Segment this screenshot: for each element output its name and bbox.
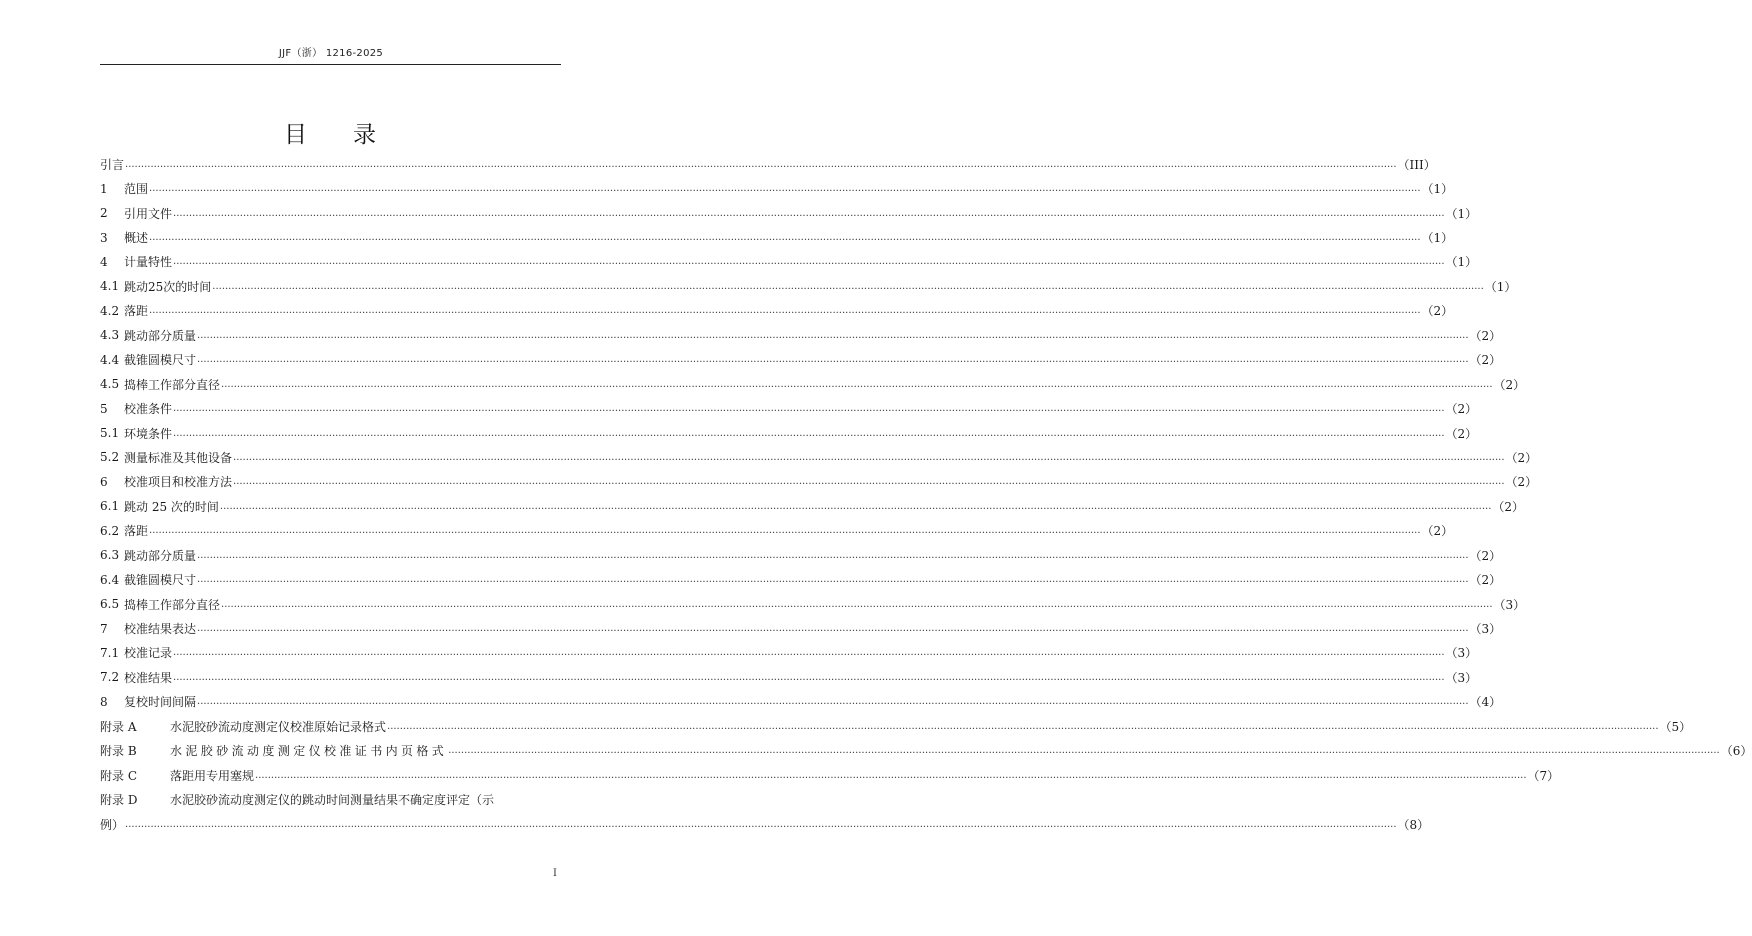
toc-entry-label: 截锥圆模尺寸 [124, 573, 197, 588]
toc-entry[interactable] [100, 592, 1526, 616]
page-title [0, 116, 662, 149]
toc-entry[interactable] [100, 396, 1478, 420]
toc-entry-label: 跳动部分质量 [124, 548, 197, 563]
dot-leader: ................................................................................................................................................................................................................................................................................................................................................................................................................ [255, 769, 1527, 781]
toc-entry-page: （2） [1493, 377, 1526, 392]
toc-entry[interactable] [100, 641, 1478, 665]
toc-entry[interactable] [100, 299, 1454, 323]
toc-entry-number: 6.3 [100, 548, 120, 563]
toc-entry-number: 4.4 [100, 352, 120, 367]
toc-entry-number: 3 [100, 230, 108, 245]
toc-entry[interactable] [100, 225, 1454, 249]
dot-leader: ................................................................................................................................................................................................................................................................................................................................................................................................................ [233, 476, 1505, 488]
dot-leader: ................................................................................................................................................................................................................................................................................................................................................................................................................ [173, 403, 1445, 415]
toc-entry-label: 落距 [124, 524, 149, 539]
toc-entry-label: 引言 [100, 157, 125, 172]
toc-entry-label: 测量标准及其他设备 [124, 450, 233, 465]
toc-entry[interactable] [100, 470, 1538, 494]
toc-entry[interactable] [100, 152, 1436, 176]
toc-entry-page: （1） [1445, 255, 1478, 270]
toc-entry-label: 水泥胶砂流动度测定仪校准原始记录格式 [170, 719, 387, 734]
toc-entry[interactable] [100, 519, 1454, 543]
toc-entry-label: 环境条件 [124, 426, 173, 441]
toc-entry-page: （2） [1421, 304, 1454, 319]
toc-entry[interactable] [100, 543, 1502, 567]
dot-leader: ................................................................................................................................................................................................................................................................................................................................................................................................................ [149, 525, 1421, 537]
header-rule [100, 64, 561, 65]
toc-entry-number: 6.1 [100, 499, 120, 514]
toc-entry-number: 4.3 [100, 328, 120, 343]
dot-leader: ................................................................................................................................................................................................................................................................................................................................................................................................................ [125, 818, 1397, 830]
dot-leader: ................................................................................................................................................................................................................................................................................................................................................................................................................ [197, 354, 1469, 366]
toc-entry-label: 校准结果表达 [124, 622, 197, 637]
toc-entry-number: 附录 B [100, 744, 137, 759]
dot-leader: ................................................................................................................................................................................................................................................................................................................................................................................................................ [197, 696, 1469, 708]
toc-entry-label: 复校时间间隔 [124, 695, 197, 710]
toc-entry[interactable] [100, 787, 561, 811]
toc-entry-label: 水泥胶砂流动度测定仪的跳动时间测量结果不确定度评定（示 [170, 793, 495, 808]
toc-entry-number: 5 [100, 401, 108, 416]
toc-entry-page: （3） [1445, 670, 1478, 685]
toc-entry-page: （2） [1469, 573, 1502, 588]
toc-entry-page: （2） [1469, 328, 1502, 343]
toc-entry-page: （III） [1397, 157, 1436, 172]
dot-leader: ................................................................................................................................................................................................................................................................................................................................................................................................................ [448, 745, 1720, 757]
toc-entry-label: 校准条件 [124, 402, 173, 417]
toc-entry-number: 5.1 [100, 426, 120, 441]
dot-leader: ................................................................................................................................................................................................................................................................................................................................................................................................................ [219, 500, 1492, 512]
toc-entry-page: （3） [1493, 597, 1526, 612]
dot-leader: ................................................................................................................................................................................................................................................................................................................................................................................................................ [197, 549, 1469, 561]
dot-leader: ................................................................................................................................................................................................................................................................................................................................................................................................................ [387, 720, 1659, 732]
dot-leader: ................................................................................................................................................................................................................................................................................................................................................................................................................ [197, 329, 1469, 341]
toc-entry-page: （7） [1527, 768, 1560, 783]
toc-entry-number: 附录 C [100, 768, 137, 783]
toc-entry-page: （2） [1492, 499, 1525, 514]
dot-leader: ................................................................................................................................................................................................................................................................................................................................................................................................................ [197, 574, 1469, 586]
toc-entry[interactable] [100, 714, 1692, 738]
toc-entry[interactable] [100, 274, 1517, 298]
toc-entry-number: 6.4 [100, 572, 120, 587]
dot-leader: ................................................................................................................................................................................................................................................................................................................................................................................................................ [197, 623, 1469, 635]
toc-entry-number: 6.5 [100, 597, 120, 612]
toc-entry-number: 8 [100, 694, 108, 709]
toc-entry-number: 7 [100, 621, 108, 636]
toc-entry-label: 跳动25次的时间 [124, 279, 212, 294]
toc-entry-page: （6） [1720, 744, 1752, 759]
toc-entry-page: （5） [1659, 719, 1692, 734]
toc-entry-label: 校准记录 [124, 646, 173, 661]
toc-entry-label: 校准项目和校准方法 [124, 475, 233, 490]
dot-leader: ................................................................................................................................................................................................................................................................................................................................................................................................................ [125, 158, 1397, 170]
toc-entry[interactable] [100, 323, 1502, 347]
toc-entry-number: 2 [100, 206, 108, 221]
dot-leader: ................................................................................................................................................................................................................................................................................................................................................................................................................ [233, 451, 1505, 463]
toc-entry[interactable] [100, 421, 1478, 445]
dot-leader: ................................................................................................................................................................................................................................................................................................................................................................................................................ [149, 232, 1421, 244]
toc-entry-number: 6 [100, 474, 108, 489]
toc-entry-page: （2） [1505, 450, 1538, 465]
toc-entry-page: （1） [1484, 279, 1517, 294]
toc-entry-number: 4.2 [100, 303, 120, 318]
toc-entry-label: 校准结果 [124, 670, 173, 685]
running-header: JJF（浙） 1216-2025 [278, 48, 384, 59]
dot-leader: ................................................................................................................................................................................................................................................................................................................................................................................................................ [173, 256, 1445, 268]
toc-entry[interactable] [100, 616, 1502, 640]
toc-entry-label: 跳动部分质量 [124, 328, 197, 343]
toc-entry-number: 5.2 [100, 450, 120, 465]
toc-entry-number: 4.5 [100, 377, 120, 392]
dot-leader: ................................................................................................................................................................................................................................................................................................................................................................................................................ [212, 280, 1484, 292]
toc-entry-number: 7.1 [100, 645, 120, 660]
toc-entry-label: 计量特性 [124, 255, 173, 270]
toc-entry-page: （2） [1469, 548, 1502, 563]
toc-entry-number: 6.2 [100, 523, 120, 538]
toc-entry[interactable] [100, 690, 1502, 714]
toc-entry[interactable] [100, 372, 1526, 396]
dot-leader: ................................................................................................................................................................................................................................................................................................................................................................................................................ [149, 183, 1421, 195]
table-of-contents [100, 152, 1752, 836]
toc-entry-page: （2） [1445, 402, 1478, 417]
toc-entry[interactable] [100, 494, 1525, 518]
toc-entry-page: （2） [1505, 475, 1538, 490]
dot-leader: ................................................................................................................................................................................................................................................................................................................................................................................................................ [173, 207, 1445, 219]
toc-entry-page: （1） [1445, 206, 1478, 221]
toc-entry-page: （8） [1397, 817, 1430, 832]
toc-entry[interactable] [100, 763, 1560, 787]
toc-entry-page: （2） [1421, 524, 1454, 539]
dot-leader: ................................................................................................................................................................................................................................................................................................................................................................................................................ [149, 305, 1421, 317]
toc-entry-number: 1 [100, 181, 108, 196]
toc-entry[interactable] [100, 348, 1502, 372]
title-char-2: 录 [353, 122, 378, 148]
toc-entry[interactable] [100, 739, 1752, 763]
page-number: I [553, 868, 557, 879]
toc-entry-label: 落距用专用塞规 [170, 768, 255, 783]
toc-entry-page: （3） [1469, 622, 1502, 637]
dot-leader: ................................................................................................................................................................................................................................................................................................................................................................................................................ [173, 427, 1445, 439]
toc-entry-number: 附录 A [100, 719, 137, 734]
toc-entry-label: 捣棒工作部分直径 [124, 597, 221, 612]
toc-entry-page: （2） [1469, 353, 1502, 368]
dot-leader: ................................................................................................................................................................................................................................................................................................................................................................................................................ [221, 378, 1493, 390]
toc-entry-label: 水泥胶砂流动度测定仪校准证书内页格式 [170, 744, 448, 759]
toc-entry-number: 附录 D [100, 793, 138, 808]
toc-entry-page: （3） [1445, 646, 1478, 661]
dot-leader: ................................................................................................................................................................................................................................................................................................................................................................................................................ [173, 647, 1445, 659]
toc-entry[interactable] [100, 250, 1478, 274]
toc-entry-label: 例） [100, 817, 125, 832]
toc-entry-label: 落距 [124, 304, 149, 319]
toc-entry[interactable] [100, 445, 1538, 469]
toc-entry-page: （2） [1445, 426, 1478, 441]
title-char-1: 目 [284, 122, 309, 148]
toc-entry-label: 概述 [124, 231, 149, 246]
toc-entry-number: 4.1 [100, 279, 120, 294]
toc-entry-number: 4 [100, 254, 108, 269]
toc-entry-label: 捣棒工作部分直径 [124, 377, 221, 392]
toc-entry-page: （1） [1421, 182, 1454, 197]
toc-entry[interactable] [100, 201, 1478, 225]
dot-leader: ................................................................................................................................................................................................................................................................................................................................................................................................................ [221, 598, 1493, 610]
toc-entry[interactable] [100, 176, 1454, 200]
toc-entry-number: 7.2 [100, 670, 120, 685]
toc-entry-page: （1） [1421, 231, 1454, 246]
toc-entry-label: 跳动 25 次的时间 [124, 499, 219, 514]
toc-entry-label: 截锥圆模尺寸 [124, 353, 197, 368]
dot-leader: ................................................................................................................................................................................................................................................................................................................................................................................................................ [173, 671, 1445, 683]
toc-entry[interactable] [100, 812, 1430, 836]
toc-entry-label: 范围 [124, 182, 149, 197]
toc-entry[interactable] [100, 665, 1478, 689]
toc-entry-page: （4） [1469, 695, 1502, 710]
toc-entry[interactable] [100, 567, 1502, 591]
toc-entry-label: 引用文件 [124, 206, 173, 221]
